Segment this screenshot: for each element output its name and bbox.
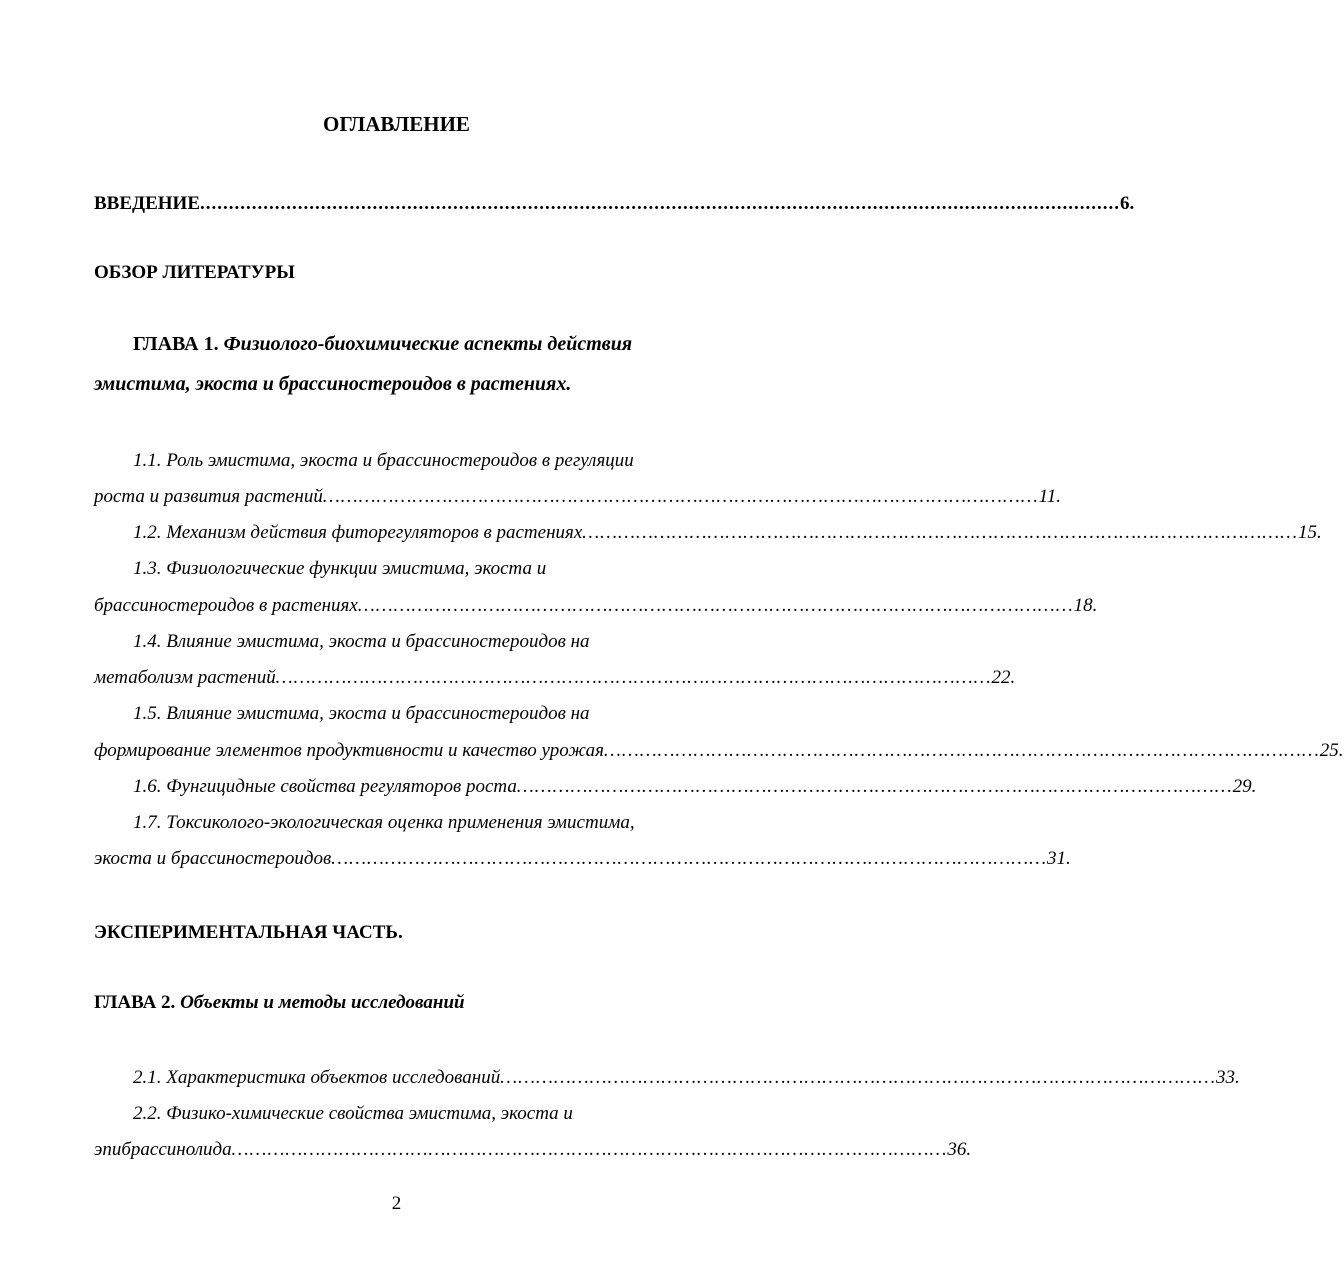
dot-leader: ………………………………………………………………………………………………………… [582,522,1299,543]
chapter-2-title: Объекты и методы исследований [180,992,465,1013]
dot-leader: ………………………………………………………………………………………………………… [603,740,1320,761]
toc-page-number: 29. [1232,776,1257,797]
toc-entry-1-5[interactable] [94,739,1344,763]
toc-page-number: 33. [1215,1067,1240,1088]
toc-page-number: 36. [947,1139,972,1160]
toc-entry-label: 1.6. Фунгицидные свойства регуляторов роста [133,776,517,797]
toc-entry-1-3-line1[interactable]: 1.3. Физиологические функции эмистима, экоста и [133,558,547,579]
toc-entry-label: метаболизм растений [94,667,276,688]
dot-leader: ………………………………………………………………………………………………………… [516,776,1233,797]
toc-page-number: 11. [1038,486,1061,507]
toc-entry-label: 1.2. Механизм действия фиторегуляторов в растениях [133,522,583,543]
toc-entry-2-1[interactable] [133,1066,1240,1090]
chapter-1-prefix: ГЛАВА 1. [133,333,219,355]
toc-entry-2-2-line1[interactable]: 2.2. Физико-химические свойства эмистима, экоста и [133,1103,573,1124]
toc-entry-label: роста и развития растений [94,486,323,507]
section-heading-experimental: ЭКСПЕРИМЕНТАЛЬНАЯ ЧАСТЬ. [94,922,403,943]
section-heading-literature-review: ОБЗОР ЛИТЕРАТУРЫ [94,262,295,283]
toc-entry-1-7-line1[interactable]: 1.7. Токсиколого-экологическая оценка применения эмистима, [133,812,635,833]
dot-leader: ………………………………………………………………………………………………………… [331,848,1047,869]
toc-entry-1-7[interactable] [94,847,1071,871]
toc-entry-2-2[interactable] [94,1138,972,1162]
toc-entry-1-1[interactable] [94,485,1061,509]
toc-page-number: 18. [1073,595,1098,616]
toc-entry-label: экоста и брассиностероидов [94,848,332,869]
toc-page-number: 15. [1298,522,1322,543]
toc-entry-1-1-line1[interactable]: 1.1. Роль эмистима, экоста и брассиностероидов в регуляции [133,450,634,471]
dot-leader: ………………………………………………………………………………………………………… [275,667,992,688]
chapter-1-title-line1: Физиолого-биохимические аспекты действия [223,333,633,355]
toc-page-number: 31. [1047,848,1071,869]
toc-entry-1-4[interactable] [94,666,1016,690]
dot-leader: ………………………………………………………………………………………………………… [322,486,1039,507]
toc-entry-label: брассиностероидов в растениях [94,595,358,616]
toc-page-number: 6. [1120,193,1135,214]
toc-entry-1-2[interactable] [133,521,1322,545]
toc-page-number: 22. [991,667,1016,688]
dot-leader: ………………………………………………………………………………………………………… [357,595,1074,616]
toc-page-number: 25. [1319,740,1344,761]
toc-entry-1-3[interactable] [94,594,1098,618]
toc-entry-label: 2.1. Характеристика объектов исследований [133,1067,501,1088]
toc-entry-introduction[interactable] [94,192,1135,216]
dot-leader: ………………………………………………………………………………………………………… [231,1139,948,1160]
dot-leader: ………………………………………………………………………………………………………… [500,1067,1216,1088]
chapter-1-heading[interactable] [133,332,632,356]
toc-entry-1-4-line1[interactable]: 1.4. Влияние эмистима, экоста и брассиностероидов на [133,631,590,652]
page-number: 2 [391,1193,402,1214]
dot-leader: ................................................................................................................................................................ [200,193,1120,214]
chapter-2-heading[interactable] [94,991,465,1015]
chapter-1-title-line2: эмистима, экоста и брассиностероидов в растениях. [94,373,572,395]
chapter-2-prefix: ГЛАВА 2. [94,992,176,1013]
toc-entry-label: эпибрассинолида [94,1139,232,1160]
toc-entry-1-5-line1[interactable]: 1.5. Влияние эмистима, экоста и брассиностероидов на [133,703,590,724]
toc-entry-label: ВВЕДЕНИЕ [94,193,200,214]
toc-entry-1-6[interactable] [133,775,1257,799]
toc-entry-label: формирование элементов продуктивности и качество урожая [94,740,604,761]
page-title: ОГЛАВЛЕНИЕ [323,112,470,136]
